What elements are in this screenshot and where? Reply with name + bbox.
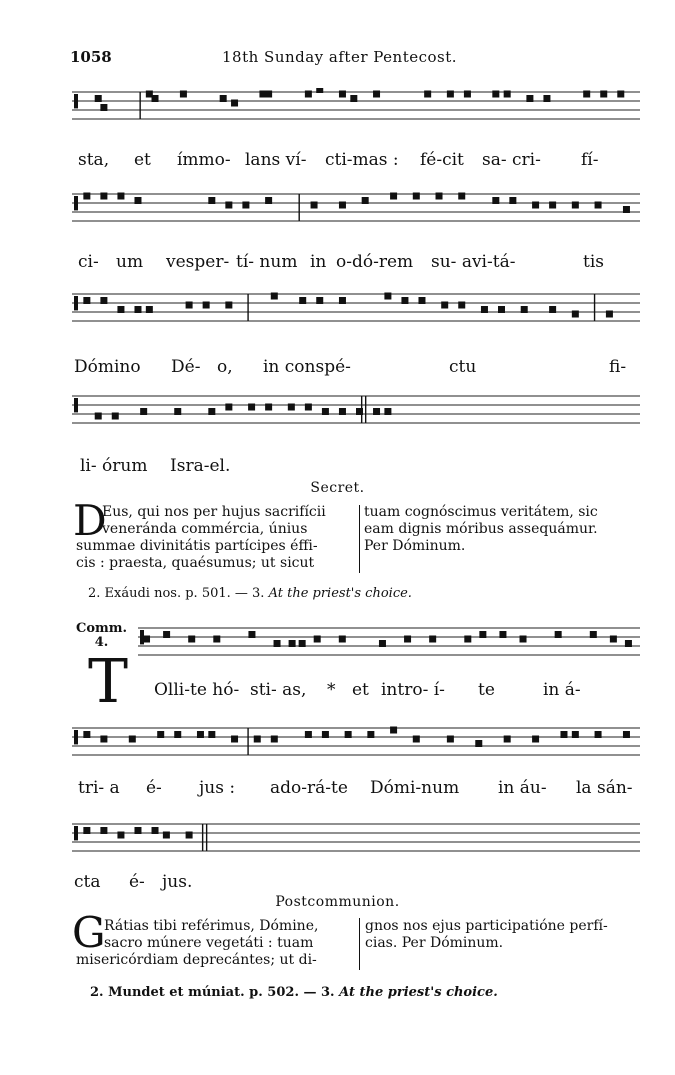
neume-punctum	[117, 193, 124, 200]
neume-punctum	[379, 640, 386, 647]
neume-punctum	[305, 731, 312, 738]
secret-left-column	[76, 504, 356, 572]
syllable: li- órum	[80, 456, 148, 476]
syllable: fi-	[609, 357, 627, 377]
neume-punctum	[555, 631, 562, 638]
neume-punctum	[590, 631, 597, 638]
secret-line: cis : praesta, quaésumus; ut sicut	[76, 555, 315, 571]
neume-punctum	[543, 95, 550, 102]
neume-punctum	[203, 302, 210, 309]
neume-punctum	[429, 636, 436, 643]
neume-punctum	[479, 631, 486, 638]
neume-punctum	[152, 827, 159, 834]
neume-punctum	[299, 297, 306, 304]
page-number: 1058	[70, 48, 112, 66]
neume-punctum	[458, 193, 465, 200]
running-title: 18th Sunday after Pentecost.	[222, 48, 458, 66]
syllable: é-	[129, 872, 145, 892]
neume-punctum	[100, 297, 107, 304]
secret-line: Eus, qui nos per hujus sacrifícii	[102, 504, 326, 520]
neume-punctum	[100, 104, 107, 111]
neume-punctum	[305, 91, 312, 98]
syllable: la sán-	[576, 778, 633, 798]
syllable: in conspé-	[263, 357, 351, 377]
neume-punctum	[254, 736, 261, 743]
neume-punctum	[152, 95, 159, 102]
neume-punctum	[186, 832, 193, 839]
syllable: o,	[217, 357, 233, 377]
neume-punctum	[314, 636, 321, 643]
neume-punctum	[436, 193, 443, 200]
neume-punctum	[424, 91, 431, 98]
neume-punctum	[225, 202, 232, 209]
neume-punctum	[339, 297, 346, 304]
neume-punctum	[83, 731, 90, 738]
syllable: in á-	[543, 680, 581, 700]
secret-line: tuam cognóscimus veritátem, sic	[364, 504, 598, 520]
clef-icon	[74, 826, 78, 840]
staff-6	[72, 724, 640, 764]
neume-punctum	[174, 731, 181, 738]
syllable: et	[352, 680, 369, 700]
secret-line: summae divinitátis partícipes éffi-	[76, 538, 318, 554]
syllable: vesper-	[166, 252, 230, 272]
neume-punctum	[197, 731, 204, 738]
staff-5	[138, 624, 640, 664]
syllable: in	[310, 252, 327, 272]
neume-punctum	[413, 193, 420, 200]
neume-punctum	[248, 404, 255, 411]
neume-punctum	[83, 297, 90, 304]
secret-right-column	[364, 504, 644, 555]
clef-icon	[74, 730, 78, 744]
neume-punctum	[134, 827, 141, 834]
secret-line: Per Dóminum.	[364, 538, 466, 554]
neume-punctum	[413, 736, 420, 743]
syllable: tis	[583, 252, 604, 272]
postcommunion-right-column	[365, 918, 645, 952]
neume-punctum	[464, 636, 471, 643]
syllable: cta	[74, 872, 101, 892]
neume-punctum	[95, 95, 102, 102]
clef-icon	[74, 296, 78, 310]
neume-punctum	[441, 302, 448, 309]
neume-punctum	[367, 731, 374, 738]
syllable: fí-	[581, 150, 599, 170]
secret-line: eam dignis móribus assequámur.	[364, 521, 598, 537]
neume-punctum	[504, 736, 511, 743]
neume-punctum	[117, 306, 124, 313]
syllable: jus.	[162, 872, 193, 892]
neume-punctum	[305, 404, 312, 411]
neume-punctum	[83, 193, 90, 200]
neume-punctum	[373, 408, 380, 415]
staff-1	[72, 88, 640, 128]
secret-initial: D	[73, 496, 107, 545]
neume-punctum	[606, 311, 613, 318]
syllable: tri- a	[78, 778, 120, 798]
neume-punctum	[339, 408, 346, 415]
syllable: *	[327, 680, 336, 700]
staff-7	[72, 820, 640, 860]
neume-punctum	[520, 636, 527, 643]
neume-punctum	[299, 640, 306, 647]
neume-punctum	[384, 408, 391, 415]
neume-punctum	[143, 636, 150, 643]
neume-punctum	[163, 631, 170, 638]
communion-label: Comm. 4.	[76, 621, 128, 650]
neume-punctum	[623, 206, 630, 213]
neume-punctum	[231, 736, 238, 743]
syllable: um	[116, 252, 144, 272]
neume-punctum	[100, 193, 107, 200]
postcommunion-left-column	[76, 918, 356, 969]
neume-punctum	[174, 408, 181, 415]
neume-punctum	[95, 413, 102, 420]
neume-punctum	[384, 293, 391, 300]
neume-punctum	[265, 404, 272, 411]
neume-punctum	[288, 404, 295, 411]
syllable: ci-	[78, 252, 99, 272]
neume-punctum	[242, 202, 249, 209]
neume-punctum	[117, 832, 124, 839]
neume-punctum	[526, 95, 533, 102]
syllable: sta,	[78, 150, 110, 170]
neume-punctum	[100, 736, 107, 743]
neume-punctum	[572, 731, 579, 738]
neume-punctum	[560, 731, 567, 738]
neume-punctum	[492, 197, 499, 204]
neume-punctum	[248, 631, 255, 638]
secret-heading: Secret.	[310, 480, 365, 496]
neume-punctum	[509, 197, 516, 204]
neume-punctum	[271, 736, 278, 743]
neume-punctum	[623, 731, 630, 738]
syllable: fé-cit	[420, 150, 464, 170]
syllable: cti-mas :	[325, 150, 399, 170]
syllable: in áu-	[498, 778, 547, 798]
staff-3	[72, 290, 640, 330]
neume-punctum	[213, 636, 220, 643]
neume-punctum	[163, 832, 170, 839]
syllable: intro- í-	[381, 680, 445, 700]
syllable: sti- as,	[250, 680, 307, 700]
neume-punctum	[532, 202, 539, 209]
neume-punctum	[208, 731, 215, 738]
staff-2	[72, 190, 640, 230]
neume-punctum	[188, 636, 195, 643]
neume-punctum	[208, 197, 215, 204]
neume-punctum	[311, 202, 318, 209]
neume-punctum	[350, 95, 357, 102]
syllable: Isra-el.	[170, 456, 231, 476]
syllable: Dómino	[74, 357, 141, 377]
syllable: Olli-te hó-	[154, 680, 240, 700]
neume-punctum	[129, 736, 136, 743]
neume-punctum	[157, 731, 164, 738]
neume-punctum	[373, 91, 380, 98]
neume-punctum	[208, 408, 215, 415]
neume-punctum	[316, 297, 323, 304]
column-divider	[359, 918, 360, 970]
neume-punctum	[339, 636, 346, 643]
neume-punctum	[274, 640, 281, 647]
neume-punctum	[504, 91, 511, 98]
postcommunion-initial: G	[72, 908, 106, 957]
neume-punctum	[625, 640, 632, 647]
syllable: o-dó-rem	[336, 252, 414, 272]
neume-punctum	[532, 736, 539, 743]
neume-punctum	[447, 91, 454, 98]
postcommunion-line: gnos nos ejus participatióne perfí-	[365, 918, 608, 934]
syllable: ctu	[449, 357, 477, 377]
postcommunion-line: misericórdiam deprecántes; ut di-	[76, 952, 317, 968]
neume-punctum	[345, 731, 352, 738]
clef-icon	[74, 196, 78, 210]
neume-punctum	[140, 408, 147, 415]
postcommunion-line: cias. Per Dóminum.	[365, 935, 504, 951]
neume-punctum	[322, 408, 329, 415]
neume-punctum	[322, 731, 329, 738]
neume-punctum	[492, 91, 499, 98]
neume-punctum	[265, 91, 272, 98]
syllable: su- avi-tá-	[431, 252, 516, 272]
neume-punctum	[225, 404, 232, 411]
postcommunion-heading: Postcommunion.	[275, 894, 400, 910]
offertory-note: 2. Exáudi nos. p. 501. — 3. At the priest's choice.	[88, 586, 412, 601]
neume-punctum	[600, 91, 607, 98]
neume-punctum	[100, 827, 107, 834]
syllable: é-	[146, 778, 162, 798]
syllable: Dé-	[171, 357, 201, 377]
neume-punctum	[572, 202, 579, 209]
postcommunion-line: sacro múnere vegetáti : tuam	[104, 935, 314, 951]
syllable: tí- num	[236, 252, 298, 272]
neume-punctum	[390, 727, 397, 734]
neume-punctum	[390, 193, 397, 200]
neume-punctum	[225, 302, 232, 309]
neume-punctum	[549, 202, 556, 209]
neume-punctum	[475, 740, 482, 747]
syllable: Dómi-num	[370, 778, 460, 798]
neume-punctum	[549, 306, 556, 313]
neume-punctum	[521, 306, 528, 313]
communion-initial: T	[88, 647, 129, 717]
neume-punctum	[134, 197, 141, 204]
syllable: jus :	[199, 778, 236, 798]
clef-icon	[74, 398, 78, 412]
syllable: sa- cri-	[482, 150, 541, 170]
neume-punctum	[112, 413, 119, 420]
syllable: ímmo-	[177, 150, 231, 170]
neume-punctum	[220, 95, 227, 102]
syllable: ado-rá-te	[270, 778, 348, 798]
neume-punctum	[418, 297, 425, 304]
neume-punctum	[134, 306, 141, 313]
neume-punctum	[595, 731, 602, 738]
neume-punctum	[186, 302, 193, 309]
neume-punctum	[83, 827, 90, 834]
neume-punctum	[595, 202, 602, 209]
syllable: te	[478, 680, 495, 700]
neume-punctum	[265, 197, 272, 204]
neume-punctum	[401, 297, 408, 304]
clef-icon	[74, 94, 78, 108]
neume-punctum	[180, 91, 187, 98]
syllable: lans ví-	[245, 150, 307, 170]
neume-punctum	[231, 100, 238, 107]
postcommunion-line: Rátias tibi reférimus, Dómine,	[104, 918, 319, 934]
neume-punctum	[499, 631, 506, 638]
neume-punctum	[146, 306, 153, 313]
footer-note: 2. Mundet et múniat. p. 502. — 3. At the priest's choice.	[90, 985, 498, 1000]
neume-punctum	[289, 640, 296, 647]
neume-punctum	[271, 293, 278, 300]
neume-punctum	[447, 736, 454, 743]
neume-punctum	[339, 202, 346, 209]
neume-punctum	[610, 636, 617, 643]
neume-punctum	[583, 91, 590, 98]
neume-punctum	[464, 91, 471, 98]
neume-punctum	[498, 306, 505, 313]
neume-punctum	[316, 88, 323, 93]
secret-line: veneránda commércia, únius	[102, 521, 308, 537]
staff-4	[72, 392, 640, 440]
neume-punctum	[458, 302, 465, 309]
neume-punctum	[572, 311, 579, 318]
column-divider	[359, 505, 360, 573]
neume-punctum	[339, 91, 346, 98]
neume-punctum	[362, 197, 369, 204]
neume-punctum	[481, 306, 488, 313]
neume-punctum	[617, 91, 624, 98]
syllable: et	[134, 150, 151, 170]
neume-punctum	[404, 636, 411, 643]
